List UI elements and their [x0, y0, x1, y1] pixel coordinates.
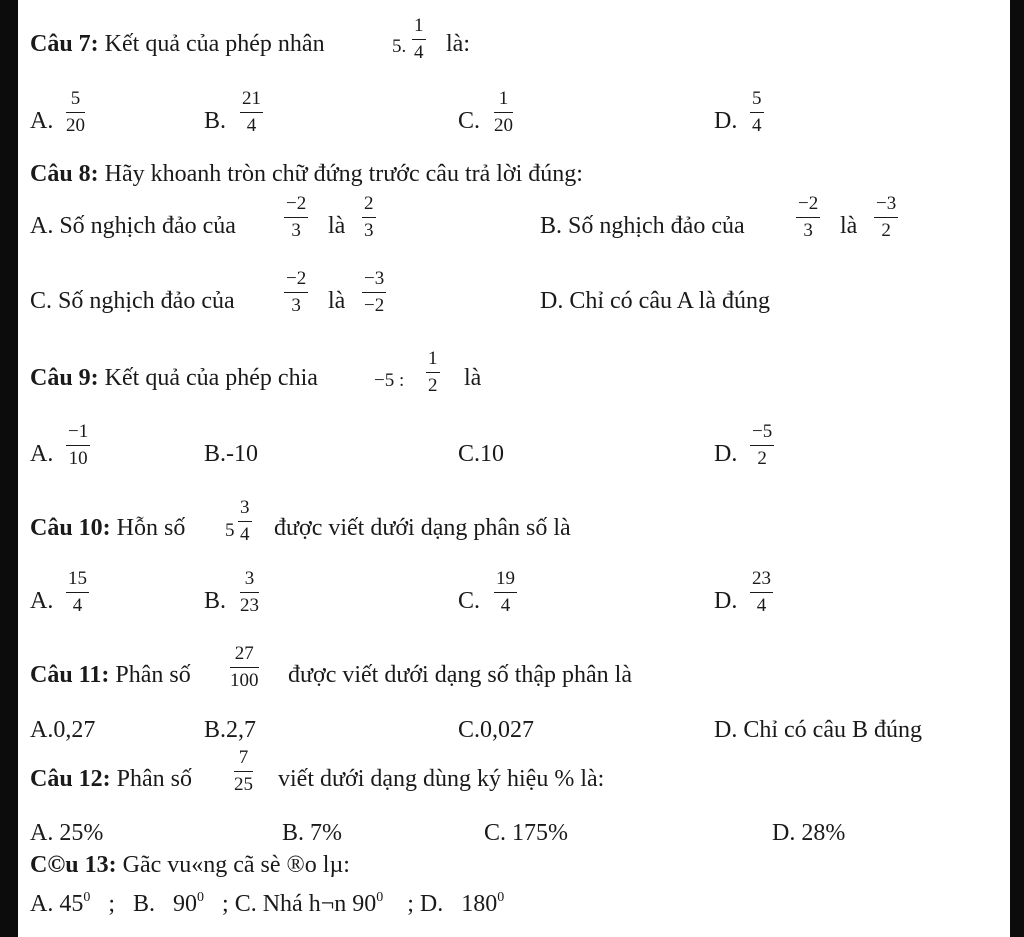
q11-option-b[interactable]: B.2,7 — [204, 717, 257, 743]
q8-option-c-mid: là — [328, 288, 346, 314]
q13-options-row — [30, 884, 504, 918]
q8b-f1-den: 3 — [803, 220, 813, 241]
q10-expr-prefix: 5 — [225, 520, 235, 541]
q13-option-b[interactable] — [133, 891, 204, 917]
q13-b-degree: 0 — [197, 890, 205, 905]
q12-option-d[interactable]: D. 28% — [772, 820, 846, 846]
q10-expr-fraction — [238, 497, 252, 546]
q9-d-num: −5 — [750, 421, 774, 446]
q7-a-den: 20 — [66, 115, 85, 136]
q9-expr-prefix: −5 : — [374, 370, 405, 391]
q13-a-value: 45 — [59, 891, 84, 917]
q10-b-den: 23 — [240, 595, 259, 616]
q7-expr-num: 1 — [412, 15, 426, 40]
q10-d-den: 4 — [756, 595, 767, 616]
q13-d-value: 180 — [461, 891, 498, 917]
q9-text: Kết quả của phép chia — [104, 365, 318, 391]
q8b-f1-num: −2 — [796, 193, 820, 218]
q10-option-a-letter[interactable]: A. — [30, 588, 54, 614]
q8-option-b-fraction-1 — [796, 193, 820, 242]
q9-option-a-letter[interactable]: A. — [30, 441, 54, 467]
q10-text-after: được viết dưới dạng phân số là — [274, 515, 571, 541]
q13-option-c[interactable] — [222, 891, 383, 917]
q12-text-after: viết dưới dạng dùng ký hiệu % là: — [278, 766, 605, 792]
q7-text: Kết quả của phép nhân — [104, 31, 325, 57]
q13-a-degree: 0 — [83, 890, 91, 905]
q12-expr-num: 7 — [234, 747, 253, 772]
q9-stem — [30, 364, 318, 392]
q7-option-d-fraction[interactable] — [750, 88, 764, 137]
q7-expr-den: 4 — [414, 42, 424, 63]
q7-option-d-letter[interactable]: D. — [714, 108, 738, 134]
q10-option-c-letter[interactable]: C. — [458, 588, 481, 614]
q13-c-text: ; C. Nhá h¬n — [222, 891, 347, 917]
q8c-f1-den: 3 — [291, 295, 301, 316]
q8-option-c-fraction-2 — [362, 268, 386, 317]
q8c-f2-den: −2 — [364, 295, 385, 316]
q10-option-d-fraction[interactable] — [750, 568, 773, 617]
q12-option-a[interactable]: A. 25% — [30, 820, 104, 846]
q12-label: Câu 12: — [30, 766, 111, 792]
q9-a-num: −1 — [66, 421, 90, 446]
q8c-f1-num: −2 — [284, 268, 308, 293]
q11-option-c[interactable]: C.0,027 — [458, 717, 535, 743]
q10-expr-den: 4 — [240, 524, 250, 545]
q12-expr-den: 25 — [234, 774, 253, 795]
q8-text: Hãy khoanh tròn chữ đứng trước câu trả lời đúng: — [104, 161, 583, 187]
q9-expr-num: 1 — [426, 348, 440, 373]
q10-a-num: 15 — [66, 568, 89, 593]
q11-label: Câu 11: — [30, 662, 110, 688]
q9-expr-fraction — [426, 348, 440, 397]
q9-option-c[interactable]: C.10 — [458, 441, 505, 467]
q8-option-b-mid: là — [840, 213, 858, 239]
q9-d-den: 2 — [757, 448, 767, 469]
q7-d-den: 4 — [752, 115, 762, 136]
q7-a-num: 5 — [66, 88, 85, 113]
q13-stem — [30, 851, 350, 879]
q13-sep-1: ; — [108, 891, 116, 917]
q7-option-b-fraction[interactable] — [240, 88, 263, 137]
q8-stem — [30, 160, 583, 188]
q8b-f2-den: 2 — [881, 220, 891, 241]
q11-text: Phân số — [115, 662, 191, 688]
q8a-f1-den: 3 — [291, 220, 301, 241]
q7-c-num: 1 — [494, 88, 513, 113]
q10-b-num: 3 — [240, 568, 259, 593]
q8-option-b-fraction-2 — [874, 193, 898, 242]
q10-option-c-fraction[interactable] — [494, 568, 517, 617]
q13-b-value: 90 — [173, 891, 198, 917]
q8b-f2-num: −3 — [874, 193, 898, 218]
q10-expr-num: 3 — [238, 497, 252, 522]
q12-text: Phân số — [116, 766, 193, 792]
q13-d-degree: 0 — [497, 890, 505, 905]
q8-option-a-fraction-1 — [284, 193, 308, 242]
q12-option-b[interactable]: B. 7% — [282, 820, 342, 846]
q11-expr-den: 100 — [230, 670, 259, 691]
q12-expr-fraction — [234, 747, 253, 796]
worksheet-page — [18, 0, 1010, 937]
q10-option-d-letter[interactable]: D. — [714, 588, 738, 614]
q7-expr-prefix: 5. — [392, 36, 407, 57]
q13-label: C©u 13: — [30, 852, 117, 878]
q7-expr-fraction — [412, 15, 426, 64]
q11-expr-fraction — [230, 643, 259, 692]
q9-label: Câu 9: — [30, 365, 99, 391]
q7-option-a-fraction[interactable] — [66, 88, 85, 137]
q8-option-c-text[interactable]: C. Số nghịch đảo của — [30, 288, 235, 314]
q9-text-after: là — [464, 365, 482, 391]
q12-option-c[interactable]: C. 175% — [484, 820, 568, 846]
q9-expr-den: 2 — [428, 375, 438, 396]
q13-option-d[interactable] — [407, 891, 504, 917]
q9-option-d-letter[interactable]: D. — [714, 441, 738, 467]
q7-option-b-letter[interactable]: B. — [204, 108, 227, 134]
q10-a-den: 4 — [72, 595, 83, 616]
q9-option-b[interactable]: B.-10 — [204, 441, 258, 467]
q11-text-after: được viết dưới dạng số thập phân là — [288, 662, 632, 688]
q8-option-c-fraction-1 — [284, 268, 308, 317]
q10-option-a-fraction[interactable] — [66, 568, 89, 617]
q10-option-b-letter[interactable]: B. — [204, 588, 227, 614]
q8a-f1-num: −2 — [284, 193, 308, 218]
q11-option-a[interactable]: A.0,27 — [30, 717, 96, 743]
q11-option-d[interactable]: D. Chỉ có câu B đúng — [714, 717, 922, 743]
q13-c-value: 90 — [352, 891, 377, 917]
q7-option-c-fraction[interactable] — [494, 88, 513, 137]
q9-option-d-fraction[interactable] — [750, 421, 774, 470]
q11-stem — [30, 661, 191, 689]
q13-a-letter: A. — [30, 891, 54, 917]
q7-text-after: là: — [446, 31, 470, 57]
q10-d-num: 23 — [750, 568, 773, 593]
q8-option-a-text[interactable]: A. Số nghịch đảo của — [30, 213, 236, 239]
q10-c-num: 19 — [494, 568, 517, 593]
q8-label: Câu 8: — [30, 161, 99, 187]
q8-option-a-fraction-2 — [362, 193, 376, 242]
q8-option-a-mid: là — [328, 213, 346, 239]
q10-label: Câu 10: — [30, 515, 111, 541]
q10-text: Hỗn số — [116, 515, 186, 541]
q13-d-letter: ; D. — [407, 891, 444, 917]
q10-stem — [30, 514, 185, 542]
q8-option-d-text[interactable]: D. Chỉ có câu A là đúng — [540, 288, 770, 314]
q10-c-den: 4 — [500, 595, 511, 616]
q13-b-letter: B. — [133, 891, 156, 917]
q10-option-b-fraction[interactable] — [240, 568, 259, 617]
q7-d-num: 5 — [750, 88, 764, 113]
q9-option-a-fraction[interactable] — [66, 421, 90, 470]
q12-stem — [30, 765, 192, 793]
q13-text: Gãc vu«ng cã sè ®o lµ: — [122, 852, 350, 878]
q11-expr-num: 27 — [230, 643, 259, 668]
q7-stem — [30, 30, 325, 58]
q7-option-c-letter[interactable]: C. — [458, 108, 481, 134]
q7-option-a-letter[interactable]: A. — [30, 108, 54, 134]
q7-b-den: 4 — [246, 115, 257, 136]
q7-b-num: 21 — [240, 88, 263, 113]
q8a-f2-num: 2 — [362, 193, 376, 218]
q8a-f2-den: 3 — [364, 220, 374, 241]
q7-c-den: 20 — [494, 115, 513, 136]
q8c-f2-num: −3 — [362, 268, 386, 293]
q9-a-den: 10 — [68, 448, 88, 469]
q7-label: Câu 7: — [30, 31, 99, 57]
q8-option-b-text[interactable]: B. Số nghịch đảo của — [540, 213, 745, 239]
q13-option-a[interactable] — [30, 891, 90, 917]
q13-c-degree: 0 — [376, 890, 384, 905]
